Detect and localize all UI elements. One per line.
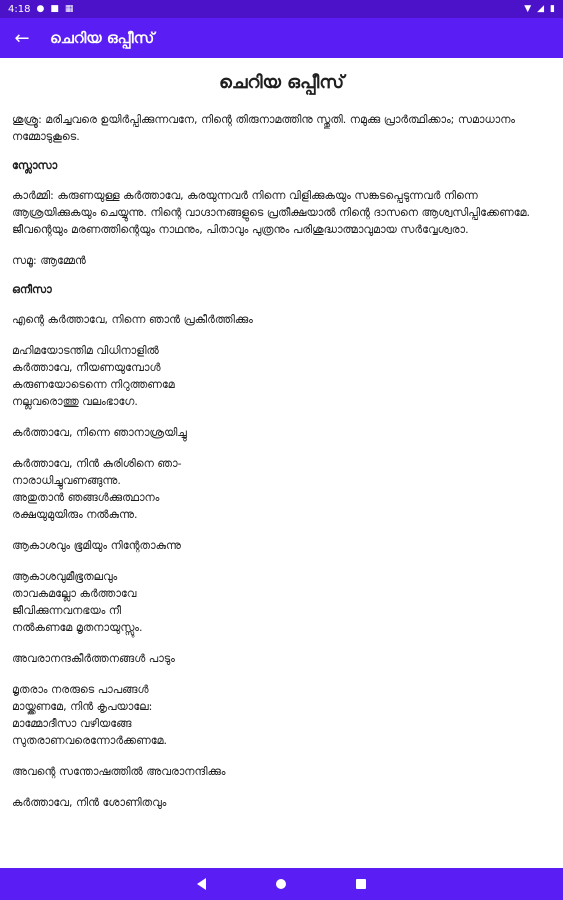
app-title: ചെറിയ ഒപ്പീസ് <box>50 29 155 47</box>
message-icon: ● <box>36 3 45 14</box>
system-nav-bar <box>0 868 563 900</box>
prayer-paragraph: ആകാശവും ഭൂമിയും നിന്റേതാകുന്നു <box>12 539 181 552</box>
status-left <box>8 4 73 15</box>
nav-home-button[interactable] <box>276 879 286 889</box>
prayer-paragraph: ആകാശവുമീഭൂതലവും താവകമല്ലോ കർത്താവേ ജീവിക്കുന്നവനഭയം നീ നൽകണമേ മൃതനായുസ്സും. <box>12 570 143 634</box>
status-right <box>524 5 555 14</box>
prayer-paragraph: സമൂ: ആമ്മേൻ <box>12 254 86 267</box>
prayer-paragraph: അവന്റെ സന്തോഷത്തിൽ അവരാനന്ദിക്കും <box>12 765 226 778</box>
document-title: ചെറിയ ഒപ്പീസ് <box>218 72 345 93</box>
document-body <box>12 111 551 811</box>
prayer-paragraph: കർത്താവേ, നിൻ ശോണിതവും <box>12 796 167 809</box>
nav-recents-button[interactable] <box>356 879 366 889</box>
app-bar <box>0 18 563 58</box>
wifi-icon: ▼ <box>524 3 532 14</box>
signal-icon: ◢ <box>537 3 545 14</box>
status-time: 4:18 <box>8 3 31 15</box>
section-heading: സ്ലോസാ <box>12 159 58 172</box>
sim-icon: ■ <box>50 3 59 14</box>
prayer-paragraph: കാർമ്മി: കരുണയുള്ള കർത്താവേ, കരയുന്നവർ നിന്നെ വിളിക്കുകയും സങ്കടപ്പെടുന്നവർ നിന്നെ ആശ്രയിക്കുകയും ചെയ്യുന്നു. നിന്റെ വാഗ്ദാനങ്ങളുടെ പ്രതീക്ഷയാൽ നിന്റെ ദാസനെ ആശ്വസിപ്പിക്കേണമേ. ജീവന്റെയും മരണത്തിന്റെയും നാഥനും, പിതാവും പുത്രനും പരിശുദ്ധാത്മാവുമായ സർവ്വേശ്വരാ. <box>12 189 530 236</box>
prayer-content[interactable] <box>0 58 563 868</box>
arrow-left-icon: ← <box>14 27 30 49</box>
prayer-paragraph: കർത്താവേ, നിൻ കുരിശിനെ ഞാ- നാരാധിച്ചുവണങ്ങുന്നു. അതുതാൻ ഞങ്ങൾക്കുത്ഥാനം രക്ഷയുമുയിരും നൽകുന്നു. <box>12 457 182 521</box>
nav-back-button[interactable] <box>197 878 206 890</box>
battery-icon: ▮ <box>550 3 555 14</box>
prayer-paragraph: മഹിമയോടന്തിമ വിധിനാളിൽ കർത്താവേ, നീയണയുമ്പോൾ കരുണയോടെന്നെ നിറുത്തണമേ നല്ലവരൊത്തു വലംഭാഗേ. <box>12 344 175 408</box>
prayer-paragraph: മൃതരാം നരരുടെ പാപങ്ങൾ മായ്ക്കണമേ, നിൻ കൃപയാലേ: മാമ്മോദീസാ വഴിയങ്ങേ സുതരാണവരെന്നോർക്കണമേ. <box>12 683 168 747</box>
prayer-paragraph: ശുശ്രൂ: മരിച്ചവരെ ഉയിർപ്പിക്കുന്നവനേ, നിന്റെ തിരുനാമത്തിനു സ്തുതി. നമുക്കു പ്രാർത്ഥിക്കാം; സമാധാനം നമ്മോടുകൂടെ. <box>12 113 516 143</box>
calendar-icon: ▦ <box>64 3 74 14</box>
prayer-paragraph: എന്റെ കർത്താവേ, നിന്നെ ഞാൻ പ്രകീർത്തിക്കും <box>12 313 253 326</box>
back-button[interactable] <box>10 26 34 50</box>
status-bar <box>0 0 563 18</box>
prayer-paragraph: അവരാനന്ദകീർത്തനങ്ങൾ പാടും <box>12 652 175 665</box>
section-heading: ഒനീസാ <box>12 283 52 296</box>
prayer-paragraph: കർത്താവേ, നിന്നെ ഞാനാശ്രയിച്ചു <box>12 426 187 439</box>
